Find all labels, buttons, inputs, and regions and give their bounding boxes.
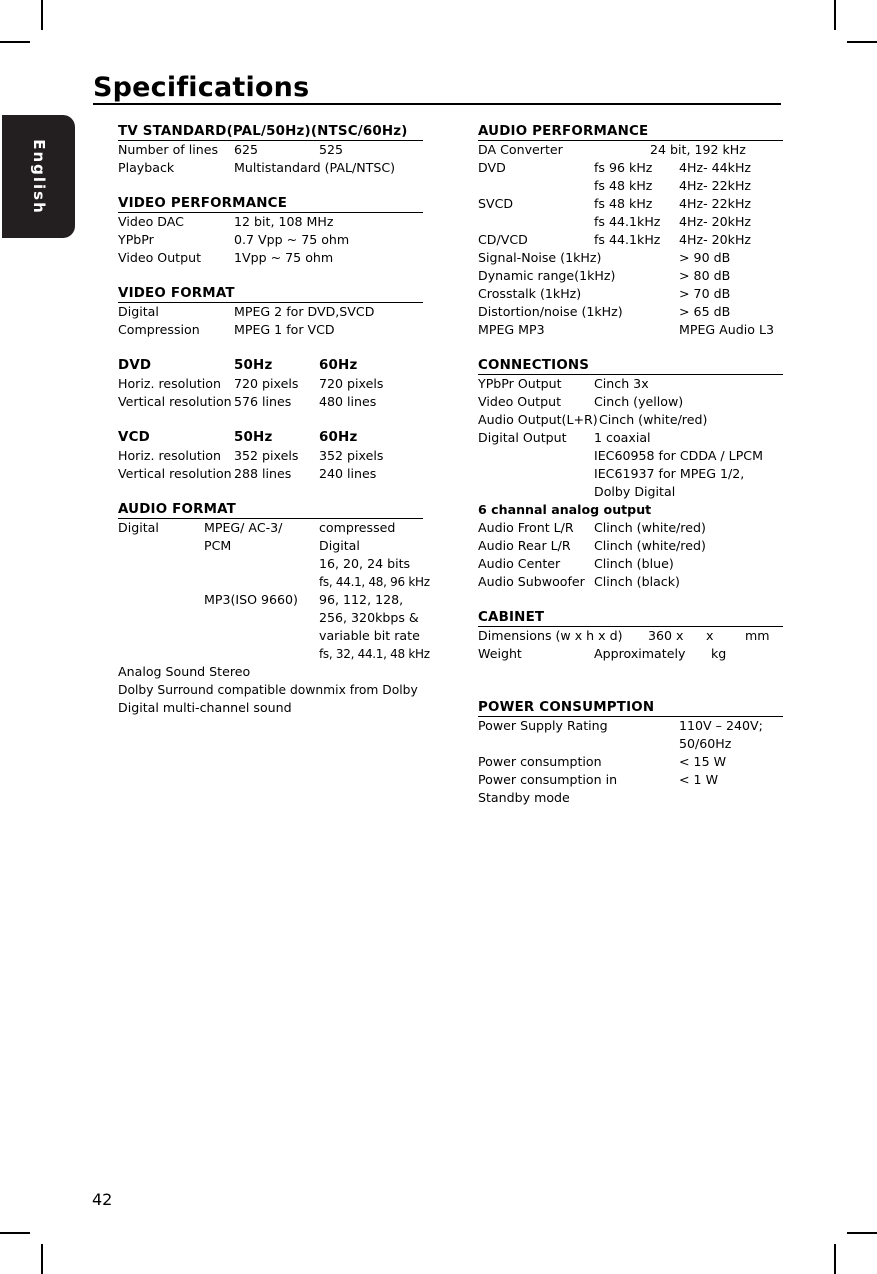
spec-label: Signal-Noise (1kHz) bbox=[478, 250, 602, 265]
spec-value: variable bit rate bbox=[319, 628, 420, 643]
spec-value: MPEG 2 for DVD,SVCD bbox=[234, 304, 375, 319]
spec-label: Playback bbox=[118, 160, 175, 175]
spec-label: Power consumption in bbox=[478, 772, 618, 787]
spec-label: Video Output bbox=[478, 394, 562, 409]
spec-value: 4Hz- 44kHz bbox=[679, 160, 752, 175]
spec-label: Digital bbox=[118, 304, 159, 319]
spec-value: Multistandard (PAL/NTSC) bbox=[234, 160, 396, 175]
spec-label: Vertical resolution bbox=[118, 466, 232, 481]
dvd-col-60hz: 60Hz bbox=[319, 358, 358, 373]
spec-value: 4Hz- 20kHz bbox=[679, 232, 752, 247]
spec-value: Cinch (yellow) bbox=[594, 394, 684, 409]
spec-value: > 80 dB bbox=[679, 268, 731, 283]
spec-value: 16, 20, 24 bits bbox=[319, 556, 411, 571]
spec-value: Dolby Digital bbox=[594, 484, 676, 499]
spec-label: YPbPr bbox=[118, 232, 154, 247]
spec-value: IEC61937 for MPEG 1/2, bbox=[594, 466, 745, 481]
spec-value: > 65 dB bbox=[679, 304, 731, 319]
spec-note: Dolby Surround compatible downmix from Dolby bbox=[118, 683, 418, 697]
spec-value: < 15 W bbox=[679, 754, 727, 769]
spec-label: YPbPr Output bbox=[478, 376, 562, 391]
spec-value: Clinch (white/red) bbox=[594, 538, 706, 553]
spec-label: Digital bbox=[118, 520, 159, 535]
spec-label: Vertical resolution bbox=[118, 394, 232, 409]
spec-label: SVCD bbox=[478, 196, 514, 211]
spec-value: MPEG/ AC-3/ bbox=[204, 520, 283, 535]
power-heading: POWER CONSUMPTION bbox=[478, 700, 655, 715]
language-tab-label: English bbox=[29, 138, 48, 215]
spec-note: Analog Sound Stereo bbox=[118, 664, 251, 679]
spec-label: Number of lines bbox=[118, 142, 219, 157]
spec-label: Horiz. resolution bbox=[118, 448, 221, 463]
spec-value: mm bbox=[745, 628, 770, 643]
spec-value: 96, 112, 128, bbox=[319, 592, 404, 607]
crop-mark bbox=[0, 1232, 30, 1234]
spec-value: fs 44.1kHz bbox=[594, 232, 661, 247]
crop-mark bbox=[834, 1244, 836, 1274]
spec-label: Audio Rear L/R bbox=[478, 538, 571, 553]
spec-value: 110V – 240V; bbox=[679, 718, 763, 733]
spec-value: 240 lines bbox=[319, 466, 377, 481]
crop-mark bbox=[41, 0, 43, 30]
spec-value: 1 coaxial bbox=[594, 430, 651, 445]
spec-value: Clinch (black) bbox=[594, 574, 680, 589]
spec-value: fs 96 kHz bbox=[594, 160, 653, 175]
spec-value: 352 pixels bbox=[234, 448, 299, 463]
spec-value: fs, 44.1, 48, 96 kHz bbox=[319, 575, 430, 589]
spec-label: Audio Output(L+R) bbox=[478, 412, 598, 427]
spec-value: 4Hz- 22kHz bbox=[679, 178, 752, 193]
spec-value: x bbox=[706, 628, 714, 643]
spec-value: Digital bbox=[319, 538, 360, 553]
spec-label: DA Converter bbox=[478, 142, 563, 157]
crop-mark bbox=[847, 1232, 877, 1234]
analog-output-heading: 6 channal analog output bbox=[478, 502, 652, 517]
spec-label: Weight bbox=[478, 646, 522, 661]
spec-value: 4Hz- 22kHz bbox=[679, 196, 752, 211]
spec-value: Approximately bbox=[594, 646, 686, 661]
page-number: 42 bbox=[92, 1190, 113, 1209]
spec-value: fs, 32, 44.1, 48 kHz bbox=[319, 647, 430, 661]
spec-label: Audio Subwoofer bbox=[478, 574, 585, 589]
spec-label: Horiz. resolution bbox=[118, 376, 221, 391]
page-title: Specifications bbox=[93, 72, 310, 103]
spec-label: CD/VCD bbox=[478, 232, 528, 247]
spec-value: fs 48 kHz bbox=[594, 196, 653, 211]
tv-standard-heading: TV STANDARD(PAL/50Hz)(NTSC/60Hz) bbox=[118, 124, 408, 139]
spec-value: Clinch (white/red) bbox=[594, 520, 706, 535]
vcd-col-50hz: 50Hz bbox=[234, 430, 273, 445]
spec-label: Crosstalk (1kHz) bbox=[478, 286, 582, 301]
spec-value: 625 bbox=[234, 142, 259, 157]
dvd-heading: DVD bbox=[118, 358, 152, 373]
spec-value: IEC60958 for CDDA / LPCM bbox=[594, 448, 763, 463]
spec-label: Dynamic range(1kHz) bbox=[478, 268, 616, 283]
spec-label: Video DAC bbox=[118, 214, 184, 229]
cabinet-heading: CABINET bbox=[478, 610, 545, 625]
vcd-col-60hz: 60Hz bbox=[319, 430, 358, 445]
spec-value: 525 bbox=[319, 142, 344, 157]
spec-value: > 90 dB bbox=[679, 250, 731, 265]
spec-value: > 70 dB bbox=[679, 286, 731, 301]
spec-value: 24 bit, 192 kHz bbox=[650, 142, 746, 157]
spec-label: Compression bbox=[118, 322, 200, 337]
spec-value: compressed bbox=[319, 520, 396, 535]
spec-value: 720 pixels bbox=[234, 376, 299, 391]
spec-value: kg bbox=[711, 646, 727, 661]
spec-value: Clinch (blue) bbox=[594, 556, 674, 571]
spec-value: 50/60Hz bbox=[679, 736, 732, 751]
spec-label: Distortion/noise (1kHz) bbox=[478, 304, 623, 319]
spec-label: Audio Front L/R bbox=[478, 520, 574, 535]
audio-performance-heading: AUDIO PERFORMANCE bbox=[478, 124, 649, 139]
audio-format-heading: AUDIO FORMAT bbox=[118, 502, 236, 517]
spec-value: PCM bbox=[204, 538, 232, 553]
video-format-heading: VIDEO FORMAT bbox=[118, 286, 235, 301]
dvd-col-50hz: 50Hz bbox=[234, 358, 273, 373]
spec-value: 480 lines bbox=[319, 394, 377, 409]
spec-label: Power consumption bbox=[478, 754, 602, 769]
spec-value: 352 pixels bbox=[319, 448, 384, 463]
spec-label: Dimensions (w x h x d) bbox=[478, 628, 623, 643]
language-tab bbox=[2, 115, 75, 238]
spec-value: 288 lines bbox=[234, 466, 292, 481]
spec-label: MPEG MP3 bbox=[478, 322, 545, 337]
spec-label: Video Output bbox=[118, 250, 202, 265]
spec-value: 360 x bbox=[648, 628, 684, 643]
title-rule bbox=[93, 103, 781, 105]
spec-value: 256, 320kbps & bbox=[319, 610, 419, 625]
spec-label: Digital Output bbox=[478, 430, 567, 445]
spec-label: Audio Center bbox=[478, 556, 561, 571]
spec-label: Standby mode bbox=[478, 790, 570, 805]
spec-label: DVD bbox=[478, 160, 506, 175]
spec-value: 0.7 Vpp ~ 75 ohm bbox=[234, 232, 350, 247]
spec-value: fs 44.1kHz bbox=[594, 214, 661, 229]
spec-value: 12 bit, 108 MHz bbox=[234, 214, 334, 229]
spec-value: 4Hz- 20kHz bbox=[679, 214, 752, 229]
crop-mark bbox=[834, 0, 836, 30]
spec-label: Power Supply Rating bbox=[478, 718, 608, 733]
spec-value: MP3(ISO 9660) bbox=[204, 592, 298, 607]
crop-mark bbox=[847, 41, 877, 43]
vcd-heading: VCD bbox=[118, 430, 150, 445]
spec-value: 720 pixels bbox=[319, 376, 384, 391]
spec-value: MPEG 1 for VCD bbox=[234, 322, 335, 337]
spec-value: 576 lines bbox=[234, 394, 292, 409]
spec-value: < 1 W bbox=[679, 772, 719, 787]
spec-note: Digital multi-channel sound bbox=[118, 700, 292, 715]
video-performance-heading: VIDEO PERFORMANCE bbox=[118, 196, 288, 211]
spec-value: Cinch 3x bbox=[594, 376, 649, 391]
spec-value: 1Vpp ~ 75 ohm bbox=[234, 250, 334, 265]
spec-value: MPEG Audio L3 bbox=[679, 322, 775, 337]
crop-mark bbox=[0, 41, 30, 43]
connections-heading: CONNECTIONS bbox=[478, 358, 590, 373]
spec-value: Cinch (white/red) bbox=[599, 412, 708, 427]
spec-value: fs 48 kHz bbox=[594, 178, 653, 193]
crop-mark bbox=[41, 1244, 43, 1274]
